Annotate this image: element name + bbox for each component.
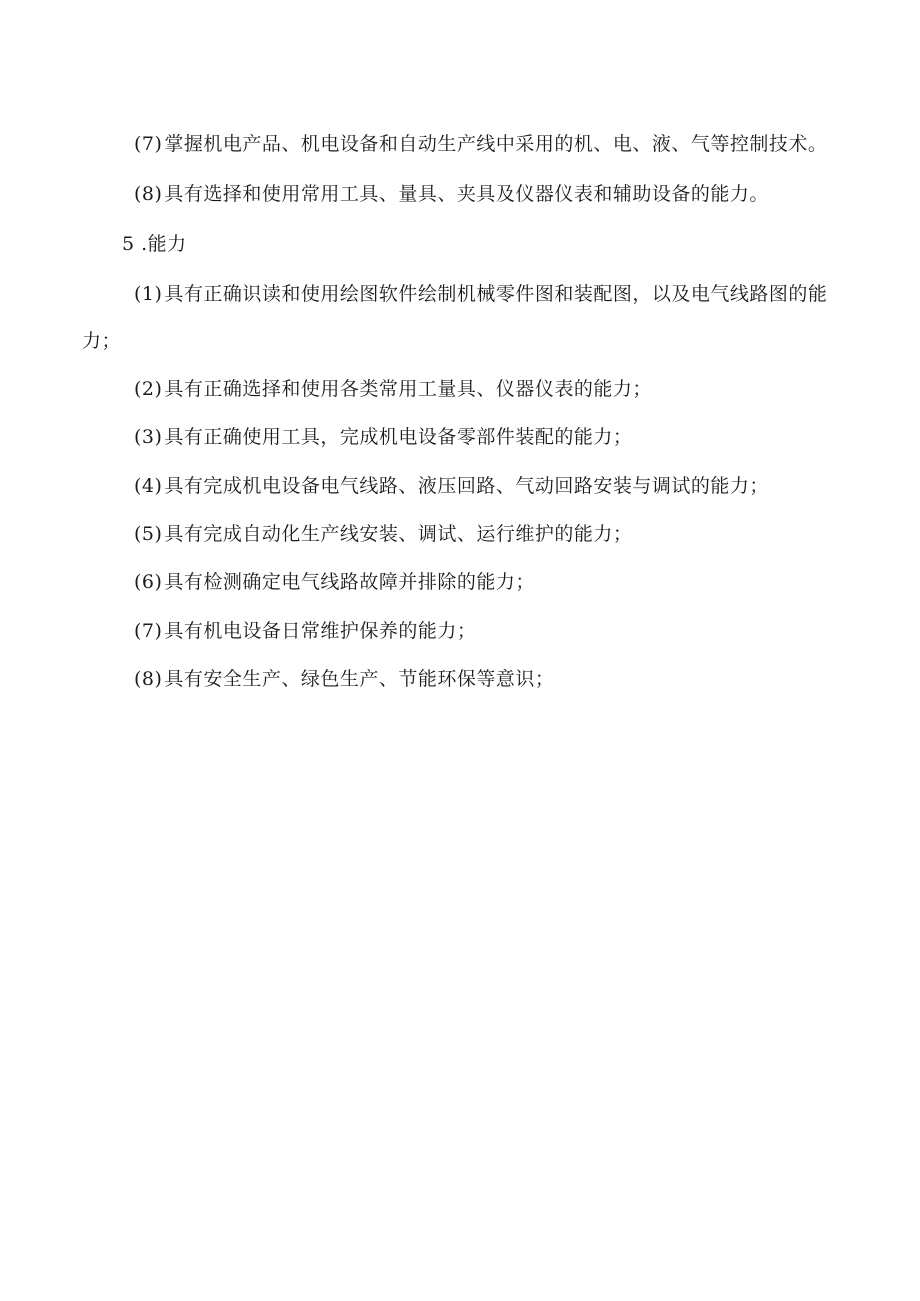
skill-item-8 (134, 181, 769, 207)
ability-item-1 (134, 281, 827, 307)
item-text: 具有完成自动化生产线安装、调试、运行维护的能力； (164, 523, 633, 545)
item-number: (1) (134, 283, 163, 305)
item-text: 具有安全生产、绿色生产、节能环保等意识； (164, 668, 555, 690)
section-title: .能力 (141, 233, 187, 255)
item-text: 具有机电设备日常维护保养的能力； (164, 620, 477, 642)
item-number: (8) (134, 668, 163, 690)
ability-item-8 (134, 666, 554, 692)
item-text: 具有完成机电设备电气线路、液压回路、气动回路安装与调试的能力； (164, 475, 769, 497)
ability-item-1-continuation (82, 328, 121, 354)
item-text: 具有选择和使用常用工具、量具、夹具及仪器仪表和辅助设备的能力。 (164, 183, 769, 205)
item-text: 具有正确识读和使用绘图软件绘制机械零件图和装配图，以及电气线路图的能 (164, 283, 828, 305)
skill-item-7 (134, 131, 827, 157)
section-heading (122, 231, 187, 257)
ability-item-7 (134, 618, 476, 644)
section-number: 5 (122, 233, 135, 255)
item-number: (5) (134, 523, 163, 545)
item-number: (4) (134, 475, 163, 497)
ability-item-6 (134, 569, 535, 595)
item-number: (7) (134, 620, 163, 642)
ability-item-3 (134, 424, 632, 450)
item-text: 掌握机电产品、机电设备和自动生产线中采用的机、电、液、气等控制技术。 (164, 133, 828, 155)
ability-item-4 (134, 473, 769, 499)
item-number: (8) (134, 183, 163, 205)
item-text-continuation: 力； (82, 330, 122, 352)
item-text: 具有检测确定电气线路故障并排除的能力； (164, 571, 535, 593)
item-number: (3) (134, 426, 163, 448)
item-number: (6) (134, 571, 163, 593)
ability-item-2 (134, 376, 652, 402)
item-text: 具有正确选择和使用各类常用工量具、仪器仪表的能力； (164, 378, 652, 400)
item-text: 具有正确使用工具，完成机电设备零部件装配的能力； (164, 426, 633, 448)
ability-item-5 (134, 521, 632, 547)
item-number: (2) (134, 378, 163, 400)
item-number: (7) (134, 133, 163, 155)
